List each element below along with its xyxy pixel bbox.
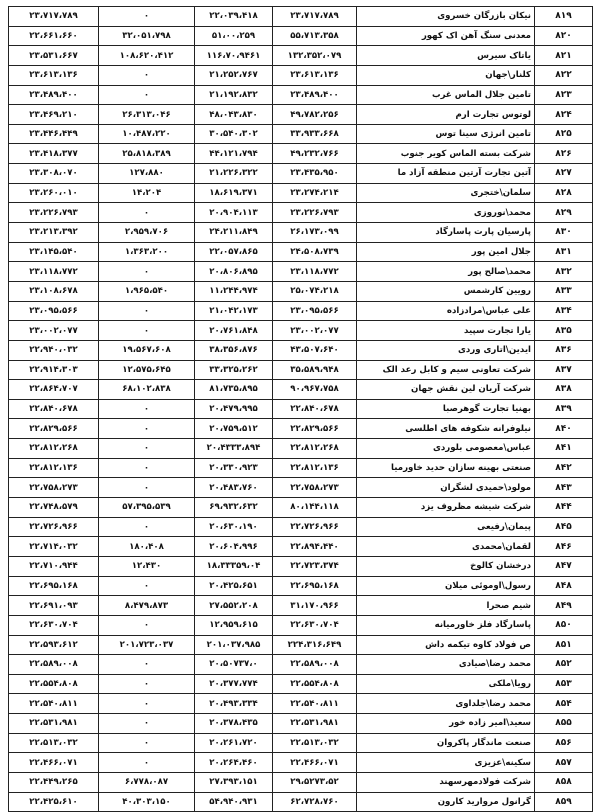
cell-company-name: نیکان بازرگان خسروی [357, 7, 535, 27]
cell-row-number: ۸۳۵ [535, 321, 593, 341]
cell-row-number: ۸۲۷ [535, 164, 593, 184]
cell-amount-2: ۱۱،۲۴۴،۹۷۴ [195, 281, 273, 301]
cell-amount-4: ۲۳،۶۱۳،۱۳۶ [9, 65, 99, 85]
cell-row-number: ۸۵۹ [535, 792, 593, 812]
cell-amount-4: ۲۲،۵۱۳،۰۳۲ [9, 733, 99, 753]
cell-amount-2: ۲۰،۳۷۸،۴۳۵ [195, 714, 273, 734]
table-row [9, 674, 593, 694]
table-row [9, 537, 593, 557]
cell-row-number: ۸۳۱ [535, 242, 593, 262]
cell-amount-2: ۳۳،۳۲۵،۲۶۲ [195, 360, 273, 380]
cell-row-number: ۸۳۴ [535, 301, 593, 321]
cell-amount-1: ۲۲،۶۳۰،۷۰۴ [273, 615, 357, 635]
cell-amount-4: ۲۲،۵۴۰،۸۱۱ [9, 694, 99, 714]
cell-company-name: لقمان\محمدی [357, 537, 535, 557]
cell-row-number: ۸۲۳ [535, 85, 593, 105]
cell-amount-2: ۲۰،۴۹۳،۳۳۴ [195, 694, 273, 714]
cell-row-number: ۸۵۵ [535, 714, 593, 734]
cell-company-name: رویا\ملکی [357, 674, 535, 694]
cell-amount-4: ۲۲،۴۴۹،۲۶۵ [9, 772, 99, 792]
cell-amount-2: ۴۴،۱۲۱،۷۹۴ [195, 144, 273, 164]
cell-amount-4: ۲۳،۳۰۸،۰۷۰ [9, 164, 99, 184]
cell-amount-2: ۲۰،۴۷۹،۹۹۵ [195, 399, 273, 419]
cell-amount-2: ۲۴،۲۱۱،۸۴۹ [195, 223, 273, 243]
cell-company-name: پیمان\رفیعی [357, 517, 535, 537]
cell-amount-4: ۲۳،۱۴۵،۵۴۰ [9, 242, 99, 262]
table-row [9, 714, 593, 734]
cell-amount-1: ۲۲،۵۳۱،۹۸۱ [273, 714, 357, 734]
cell-amount-4: ۲۳،۴۶۹،۲۱۰ [9, 105, 99, 125]
cell-amount-4: ۲۲،۹۱۴،۳۰۳ [9, 360, 99, 380]
cell-amount-2: ۲۰،۹۰۴،۱۱۳ [195, 203, 273, 223]
cell-amount-2: ۲۰،۶۳۰،۱۹۰ [195, 517, 273, 537]
cell-amount-4: ۲۳،۴۸۹،۴۰۰ [9, 85, 99, 105]
cell-amount-1: ۲۲،۸۲۹،۵۶۶ [273, 419, 357, 439]
cell-row-number: ۸۴۰ [535, 419, 593, 439]
cell-amount-1: ۲۹،۵۲۷۳،۵۲ [273, 772, 357, 792]
cell-company-name: شرکت تعاونی سیم و کابل رعد الک [357, 360, 535, 380]
cell-amount-3: ۱،۳۶۳،۲۰۰ [99, 242, 195, 262]
cell-row-number: ۸۳۷ [535, 360, 593, 380]
cell-company-name: کلنار\جهان [357, 65, 535, 85]
cell-row-number: ۸۳۹ [535, 399, 593, 419]
cell-company-name: صنعتی بهینه سازان حدید خاورمیا [357, 458, 535, 478]
cell-row-number: ۸۴۹ [535, 596, 593, 616]
cell-company-name: عباس\معصومی بلوردی [357, 439, 535, 459]
table-row [9, 7, 593, 27]
cell-row-number: ۸۴۷ [535, 556, 593, 576]
cell-row-number: ۸۲۱ [535, 46, 593, 66]
table-row [9, 124, 593, 144]
cell-amount-2: ۲۰،۶۰۴،۹۹۶ [195, 537, 273, 557]
cell-row-number: ۸۴۱ [535, 439, 593, 459]
table-row [9, 281, 593, 301]
cell-amount-2: ۲۰،۸۰۶،۸۹۵ [195, 262, 273, 282]
cell-amount-2: ۲۰،۳۳۰،۹۲۳ [195, 458, 273, 478]
cell-amount-3: ۰ [99, 301, 195, 321]
cell-amount-2: ۱۲،۹۵۹،۶۱۵ [195, 615, 273, 635]
cell-amount-4: ۲۲،۸۲۹،۵۶۶ [9, 419, 99, 439]
cell-row-number: ۸۲۴ [535, 105, 593, 125]
cell-company-name: شیم صحرا [357, 596, 535, 616]
cell-amount-4: ۲۳،۲۱۳،۳۹۲ [9, 223, 99, 243]
cell-amount-4: ۲۳،۱۱۸،۷۷۲ [9, 262, 99, 282]
cell-amount-2: ۲۰،۴۸۳،۷۶۰ [195, 478, 273, 498]
table-row [9, 85, 593, 105]
cell-row-number: ۸۲۶ [535, 144, 593, 164]
cell-amount-4: ۲۳،۰۹۵،۵۶۶ [9, 301, 99, 321]
cell-row-number: ۸۲۵ [535, 124, 593, 144]
cell-amount-4: ۲۲،۷۴۸،۵۷۹ [9, 498, 99, 518]
cell-amount-4: ۲۲،۶۳۰،۷۰۴ [9, 615, 99, 635]
cell-row-number: ۸۳۲ [535, 262, 593, 282]
cell-amount-3: ۰ [99, 439, 195, 459]
table-row [9, 419, 593, 439]
cell-amount-4: ۲۲،۷۱۴،۰۳۲ [9, 537, 99, 557]
table-row [9, 46, 593, 66]
table-row [9, 399, 593, 419]
cell-row-number: ۸۳۳ [535, 281, 593, 301]
table-row [9, 753, 593, 773]
table-row [9, 733, 593, 753]
cell-amount-4: ۲۲،۸۶۴،۷۰۷ [9, 380, 99, 400]
cell-amount-2: ۲۰،۴۳۳۳،۸۹۴ [195, 439, 273, 459]
cell-amount-1: ۲۲۴،۳۱۶،۶۴۹ [273, 635, 357, 655]
table-row [9, 615, 593, 635]
cell-amount-4: ۲۳،۲۶۰،۰۱۰ [9, 183, 99, 203]
cell-amount-1: ۲۲،۸۹۴،۴۴۰ [273, 537, 357, 557]
cell-amount-3: ۰ [99, 399, 195, 419]
cell-row-number: ۸۳۰ [535, 223, 593, 243]
cell-amount-3: ۱۸۰،۴۰۸ [99, 537, 195, 557]
cell-amount-2: ۴۸،۰۴۳،۸۳۰ [195, 105, 273, 125]
table-row [9, 596, 593, 616]
cell-amount-3: ۰ [99, 203, 195, 223]
cell-amount-2: ۵۱،۰۰،۲۵۹ [195, 26, 273, 46]
cell-amount-1: ۴۹،۷۸۲،۲۵۶ [273, 105, 357, 125]
cell-amount-3: ۱۲،۵۷۵،۶۴۵ [99, 360, 195, 380]
cell-amount-2: ۲۲،۰۳۹،۴۱۸ [195, 7, 273, 27]
cell-amount-1: ۲۳،۰۰۲،۰۷۷ [273, 321, 357, 341]
cell-row-number: ۸۵۰ [535, 615, 593, 635]
cell-amount-3: ۲،۹۵۹،۷۰۶ [99, 223, 195, 243]
cell-amount-1: ۵۵،۷۱۳،۳۵۸ [273, 26, 357, 46]
table-row [9, 242, 593, 262]
cell-row-number: ۸۱۹ [535, 7, 593, 27]
table-row [9, 556, 593, 576]
cell-amount-4: ۲۲،۷۲۶،۹۶۶ [9, 517, 99, 537]
cell-row-number: ۸۵۶ [535, 733, 593, 753]
cell-amount-1: ۲۲،۵۱۳،۰۳۲ [273, 733, 357, 753]
cell-company-name: سلمان\ختجری [357, 183, 535, 203]
cell-company-name: درخشان کالوخ [357, 556, 535, 576]
cell-amount-4: ۲۳،۵۳۱،۶۶۷ [9, 46, 99, 66]
cell-amount-3: ۱۴،۲۰۴ [99, 183, 195, 203]
cell-amount-4: ۲۲،۵۵۴،۸۰۸ [9, 674, 99, 694]
cell-amount-1: ۴۹،۲۳۲،۷۶۶ [273, 144, 357, 164]
table-row [9, 458, 593, 478]
cell-amount-3: ۱۲۷،۸۸۰ [99, 164, 195, 184]
cell-amount-2: ۱۸،۶۱۹،۳۷۱ [195, 183, 273, 203]
cell-amount-3: ۰ [99, 7, 195, 27]
cell-amount-4: ۲۲،۷۵۸،۲۷۳ [9, 478, 99, 498]
table-row [9, 498, 593, 518]
cell-row-number: ۸۲۲ [535, 65, 593, 85]
cell-amount-1: ۲۳،۴۳۵،۹۵۰ [273, 164, 357, 184]
cell-company-name: سعید\امیر زاده خور [357, 714, 535, 734]
cell-company-name: محمد\نوروزی [357, 203, 535, 223]
table-row [9, 772, 593, 792]
table-row [9, 105, 593, 125]
cell-company-name: یارا تجارت سپید [357, 321, 535, 341]
table-row [9, 439, 593, 459]
cell-amount-1: ۲۳،۱۱۸،۷۷۲ [273, 262, 357, 282]
cell-amount-4: ۲۲،۶۶۱،۶۶۰ [9, 26, 99, 46]
table-row [9, 478, 593, 498]
cell-amount-3: ۵۷،۳۹۵،۵۳۹ [99, 498, 195, 518]
cell-amount-1: ۲۳،۲۷۴،۲۱۴ [273, 183, 357, 203]
cell-amount-3: ۱۹،۵۶۷،۶۰۸ [99, 340, 195, 360]
table-row [9, 576, 593, 596]
table-row [9, 183, 593, 203]
cell-company-name: محمد رضا\صیادی [357, 655, 535, 675]
table-row [9, 360, 593, 380]
cell-company-name: محمد رضا\جلداوی [357, 694, 535, 714]
cell-row-number: ۸۴۵ [535, 517, 593, 537]
cell-company-name: صنعت ماندگار پاکروان [357, 733, 535, 753]
cell-amount-3: ۰ [99, 615, 195, 635]
cell-amount-1: ۲۲،۷۲۶،۹۶۶ [273, 517, 357, 537]
cell-company-name: تامین جلال الماس غرب [357, 85, 535, 105]
cell-amount-2: ۲۱،۲۵۲،۷۶۷ [195, 65, 273, 85]
table-body [9, 7, 593, 812]
cell-row-number: ۸۵۷ [535, 753, 593, 773]
cell-amount-2: ۲۷،۵۵۲،۲۰۸ [195, 596, 273, 616]
table-row [9, 380, 593, 400]
cell-row-number: ۸۴۲ [535, 458, 593, 478]
cell-row-number: ۸۴۶ [535, 537, 593, 557]
cell-amount-3: ۶۸،۱۰۲،۸۳۸ [99, 380, 195, 400]
cell-amount-1: ۲۲،۸۱۲،۲۶۸ [273, 439, 357, 459]
cell-company-name: سکینه\عزیزی [357, 753, 535, 773]
cell-amount-1: ۲۳،۴۸۹،۴۰۰ [273, 85, 357, 105]
cell-amount-1: ۲۲،۸۴۰،۶۷۸ [273, 399, 357, 419]
cell-amount-3: ۲۵،۸۱۸،۳۸۹ [99, 144, 195, 164]
cell-amount-4: ۲۲،۴۶۶،۰۷۱ [9, 753, 99, 773]
cell-amount-3: ۱۲،۴۳۰ [99, 556, 195, 576]
cell-amount-3: ۲۰۱،۷۲۳،۰۳۷ [99, 635, 195, 655]
cell-company-name: بهنیا تجارت گوهرصبا [357, 399, 535, 419]
cell-amount-2: ۸۱،۷۳۵،۸۹۵ [195, 380, 273, 400]
cell-amount-4: ۲۲،۴۲۵،۶۱۰ [9, 792, 99, 812]
cell-amount-3: ۱۰،۴۸۷،۲۲۰ [99, 124, 195, 144]
cell-amount-4: ۲۳،۴۱۸،۳۷۷ [9, 144, 99, 164]
table-row [9, 26, 593, 46]
cell-amount-1: ۲۳،۶۱۳،۱۳۶ [273, 65, 357, 85]
cell-amount-1: ۶۲،۷۲۸،۷۶۰ [273, 792, 357, 812]
cell-row-number: ۸۴۳ [535, 478, 593, 498]
cell-company-name: آتین تجارت آرتین منطقه آزاد ما [357, 164, 535, 184]
cell-row-number: ۸۲۹ [535, 203, 593, 223]
cell-amount-1: ۲۲،۷۵۸،۲۷۳ [273, 478, 357, 498]
cell-company-name: ص فولاد کاوه تیکمه داش [357, 635, 535, 655]
cell-row-number: ۸۵۲ [535, 655, 593, 675]
cell-amount-3: ۰ [99, 458, 195, 478]
cell-amount-1: ۳۱،۱۷۰،۹۶۶ [273, 596, 357, 616]
cell-amount-3: ۰ [99, 655, 195, 675]
cell-amount-2: ۲۰،۴۲۵،۶۵۱ [195, 576, 273, 596]
cell-amount-4: ۲۲،۹۴۰،۰۳۲ [9, 340, 99, 360]
table-row [9, 301, 593, 321]
cell-row-number: ۸۴۸ [535, 576, 593, 596]
cell-amount-1: ۲۲،۵۴۰،۸۱۱ [273, 694, 357, 714]
table-row [9, 262, 593, 282]
cell-amount-4: ۲۳،۰۰۲،۰۷۷ [9, 321, 99, 341]
cell-amount-3: ۰ [99, 753, 195, 773]
cell-amount-3: ۶،۷۷۸،۰۸۷ [99, 772, 195, 792]
cell-amount-1: ۲۳،۰۹۵،۵۶۶ [273, 301, 357, 321]
cell-amount-3: ۰ [99, 694, 195, 714]
cell-company-name: شرکت بسته الماس کویر جنوب [357, 144, 535, 164]
cell-amount-1: ۲۳،۷۱۷،۷۸۹ [273, 7, 357, 27]
cell-row-number: ۸۴۴ [535, 498, 593, 518]
table-row [9, 164, 593, 184]
cell-row-number: ۸۵۱ [535, 635, 593, 655]
cell-amount-3: ۰ [99, 262, 195, 282]
cell-company-name: لوتوس تجارت ارم [357, 105, 535, 125]
cell-amount-3: ۰ [99, 85, 195, 105]
table-row [9, 655, 593, 675]
cell-amount-3: ۰ [99, 419, 195, 439]
cell-company-name: یاتاک سیرس [357, 46, 535, 66]
table-row [9, 144, 593, 164]
cell-amount-4: ۲۲،۸۱۲،۲۶۸ [9, 439, 99, 459]
cell-amount-4: ۲۲،۸۴۰،۶۷۸ [9, 399, 99, 419]
cell-amount-2: ۵۴،۹۴۰،۹۳۱ [195, 792, 273, 812]
table-row [9, 635, 593, 655]
cell-amount-1: ۳۵،۵۸۹،۹۴۸ [273, 360, 357, 380]
table-row [9, 65, 593, 85]
cell-amount-2: ۲۰۱،۰۳۷،۹۸۵ [195, 635, 273, 655]
table-row [9, 517, 593, 537]
cell-row-number: ۸۵۳ [535, 674, 593, 694]
cell-amount-1: ۴۳،۵۰۷،۶۴۰ [273, 340, 357, 360]
cell-amount-1: ۲۴،۵۰۸،۷۳۹ [273, 242, 357, 262]
cell-company-name: مولود\حمیدی لشگران [357, 478, 535, 498]
cell-amount-1: ۲۲،۷۲۳،۳۷۴ [273, 556, 357, 576]
cell-amount-1: ۲۲،۵۵۴،۸۰۸ [273, 674, 357, 694]
cell-company-name: گرانول مروارید کارون [357, 792, 535, 812]
cell-amount-4: ۲۲،۵۹۳،۶۱۲ [9, 635, 99, 655]
cell-amount-3: ۰ [99, 517, 195, 537]
cell-amount-1: ۲۲،۸۱۲،۱۳۶ [273, 458, 357, 478]
cell-amount-1: ۲۵،۰۷۴،۲۱۸ [273, 281, 357, 301]
cell-row-number: ۸۵۴ [535, 694, 593, 714]
cell-company-name: رویین کارشمس [357, 281, 535, 301]
cell-company-name: علی عباس\مرادزاده [357, 301, 535, 321]
cell-amount-1: ۸۰،۱۴۴،۱۱۸ [273, 498, 357, 518]
cell-company-name: محمد\صالح پور [357, 262, 535, 282]
cell-company-name: جلال امین پور [357, 242, 535, 262]
cell-amount-4: ۲۲،۵۸۹،۰۰۸ [9, 655, 99, 675]
cell-amount-3: ۰ [99, 674, 195, 694]
cell-amount-3: ۴۰،۳۰۳،۱۵۰ [99, 792, 195, 812]
cell-amount-4: ۲۳،۱۰۸،۶۷۸ [9, 281, 99, 301]
cell-company-name: شرکت فولادمهرسهند [357, 772, 535, 792]
cell-amount-2: ۳۰،۵۴۰،۳۰۲ [195, 124, 273, 144]
cell-company-name: پاسارگاد فلز خاورمیانه [357, 615, 535, 635]
cell-amount-3: ۰ [99, 65, 195, 85]
cell-amount-1: ۲۲،۵۸۹،۰۰۸ [273, 655, 357, 675]
cell-amount-3: ۸،۴۷۹،۸۷۳ [99, 596, 195, 616]
cell-company-name: نیلوفرانه شکوفه های اطلسی [357, 419, 535, 439]
cell-amount-2: ۲۰،۷۵۹،۵۱۲ [195, 419, 273, 439]
cell-amount-1: ۱۳۲،۳۵۲،۰۷۹ [273, 46, 357, 66]
cell-company-name: پارسیان پارت پاسارگاد [357, 223, 535, 243]
cell-row-number: ۸۵۸ [535, 772, 593, 792]
cell-company-name: شرکت شیشه مظروف یزد [357, 498, 535, 518]
cell-amount-2: ۲۰،۳۷۷،۷۷۴ [195, 674, 273, 694]
cell-amount-2: ۱۱۶،۷۰،۹۴۶۱ [195, 46, 273, 66]
cell-amount-3: ۲۶،۳۱۳،۰۴۶ [99, 105, 195, 125]
cell-amount-3: ۰ [99, 576, 195, 596]
cell-company-name: معدنی سنگ آهن اک کهور [357, 26, 535, 46]
cell-amount-2: ۲۷،۳۹۳،۱۵۱ [195, 772, 273, 792]
cell-amount-4: ۲۲،۶۹۱،۰۹۳ [9, 596, 99, 616]
cell-amount-4: ۲۲،۵۳۱،۹۸۱ [9, 714, 99, 734]
table-row [9, 694, 593, 714]
cell-amount-2: ۱۸،۳۳۳۵۹،۰۴ [195, 556, 273, 576]
cell-amount-4: ۲۳،۷۱۷،۷۸۹ [9, 7, 99, 27]
cell-amount-2: ۲۲،۰۵۷،۸۶۵ [195, 242, 273, 262]
cell-row-number: ۸۲۰ [535, 26, 593, 46]
cell-amount-1: ۲۲،۶۹۵،۱۶۸ [273, 576, 357, 596]
cell-amount-4: ۲۲،۶۹۵،۱۶۸ [9, 576, 99, 596]
table-row [9, 340, 593, 360]
table-row [9, 321, 593, 341]
cell-company-name: رسول\اوموئی میلان [357, 576, 535, 596]
cell-amount-2: ۳۸،۳۵۶،۸۷۶ [195, 340, 273, 360]
cell-amount-2: ۲۱،۱۹۲،۸۳۲ [195, 85, 273, 105]
cell-amount-3: ۰ [99, 478, 195, 498]
cell-amount-4: ۲۳،۴۴۶،۴۴۹ [9, 124, 99, 144]
cell-amount-4: ۲۲،۸۱۲،۱۳۶ [9, 458, 99, 478]
cell-amount-3: ۰ [99, 733, 195, 753]
cell-amount-2: ۲۰،۲۶۴،۴۶۰ [195, 753, 273, 773]
cell-amount-3: ۰ [99, 321, 195, 341]
cell-amount-2: ۲۱،۲۲۶،۳۲۲ [195, 164, 273, 184]
cell-amount-1: ۲۲،۴۶۶،۰۷۱ [273, 753, 357, 773]
cell-amount-4: ۲۲،۷۱۰،۹۴۴ [9, 556, 99, 576]
cell-amount-1: ۳۳،۹۳۳،۶۶۸ [273, 124, 357, 144]
cell-amount-3: ۱،۹۶۵،۵۴۰ [99, 281, 195, 301]
cell-amount-3: ۱۰۸،۶۲۰،۴۱۲ [99, 46, 195, 66]
table-row [9, 792, 593, 812]
cell-amount-3: ۰ [99, 714, 195, 734]
cell-company-name: تامین انرژی سینا توس [357, 124, 535, 144]
cell-row-number: ۸۲۸ [535, 183, 593, 203]
cell-amount-3: ۳۲،۰۵۱،۷۹۸ [99, 26, 195, 46]
data-table [8, 6, 593, 812]
cell-row-number: ۸۳۸ [535, 380, 593, 400]
cell-company-name: ایدین\اتاری وردی [357, 340, 535, 360]
cell-amount-1: ۲۶،۱۷۳،۰۹۹ [273, 223, 357, 243]
document-page [8, 6, 592, 812]
cell-amount-4: ۲۳،۲۲۶،۷۹۳ [9, 203, 99, 223]
cell-amount-2: ۲۰،۷۶۱،۸۴۸ [195, 321, 273, 341]
cell-amount-1: ۹۰،۹۶۷،۷۵۸ [273, 380, 357, 400]
cell-amount-2: ۶۹،۹۳۲،۶۳۲ [195, 498, 273, 518]
cell-amount-1: ۲۳،۲۲۶،۷۹۳ [273, 203, 357, 223]
cell-amount-2: ۲۱،۰۴۲،۱۷۳ [195, 301, 273, 321]
cell-row-number: ۸۳۶ [535, 340, 593, 360]
table-row [9, 223, 593, 243]
cell-amount-2: ۲۰،۲۶۱،۷۲۰ [195, 733, 273, 753]
cell-company-name: شرکت آریان لین نقش جهان [357, 380, 535, 400]
table-row [9, 203, 593, 223]
cell-amount-2: ۲۰،۵۰۷۳۷،۰ [195, 655, 273, 675]
